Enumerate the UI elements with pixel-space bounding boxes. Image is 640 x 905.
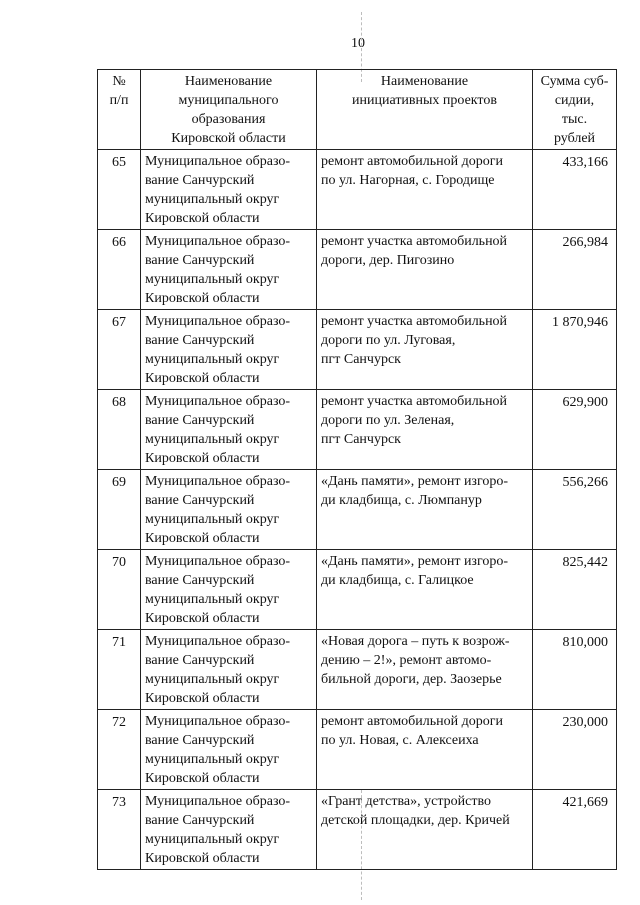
table-row — [98, 230, 617, 310]
amount-cell: 629,900 — [533, 390, 617, 470]
row-number: 65 — [98, 150, 141, 230]
amount-cell: 556,266 — [533, 470, 617, 550]
table-row — [98, 630, 617, 710]
project-cell: ремонт автомобильной дороги по ул. Новая, с. Алексеиха — [317, 710, 533, 790]
row-number: 68 — [98, 390, 141, 470]
project-cell: ремонт участка автомобильной дороги, дер. Пигозино — [317, 230, 533, 310]
row-number: 70 — [98, 550, 141, 630]
project-cell: ремонт участка автомобильной дороги по ул. Луговая, пгт Санчурск — [317, 310, 533, 390]
row-number: 72 — [98, 710, 141, 790]
amount-cell: 810,000 — [533, 630, 617, 710]
municipality-cell: Муниципальное образо- вание Санчурский муниципальный округ Кировской области — [141, 470, 317, 550]
municipality-cell: Муниципальное образо- вание Санчурский муниципальный округ Кировской области — [141, 390, 317, 470]
municipality-cell: Муниципальное образо- вание Санчурский муниципальный округ Кировской области — [141, 710, 317, 790]
amount-cell: 825,442 — [533, 550, 617, 630]
table-row — [98, 310, 617, 390]
amount-cell: 421,669 — [533, 790, 617, 870]
project-cell: «Новая дорога – путь к возрож- дению – 2!», ремонт автомо- бильной дороги, дер. Заозерье — [317, 630, 533, 710]
table-row — [98, 470, 617, 550]
municipality-cell: Муниципальное образо- вание Санчурский муниципальный округ Кировской области — [141, 790, 317, 870]
row-number: 71 — [98, 630, 141, 710]
header-project: Наименование инициативных проектов — [317, 70, 533, 150]
subsidy-table — [97, 69, 617, 870]
amount-cell: 230,000 — [533, 710, 617, 790]
page-number: 10 — [351, 36, 365, 51]
row-number: 66 — [98, 230, 141, 310]
header-num: № п/п — [98, 70, 141, 150]
project-cell: ремонт участка автомобильной дороги по ул. Зеленая, пгт Санчурск — [317, 390, 533, 470]
project-cell: «Дань памяти», ремонт изгоро- ди кладбища, с. Люмпанур — [317, 470, 533, 550]
amount-cell: 266,984 — [533, 230, 617, 310]
table-row — [98, 150, 617, 230]
table-row — [98, 710, 617, 790]
amount-cell: 1 870,946 — [533, 310, 617, 390]
table-row — [98, 550, 617, 630]
project-cell: ремонт автомобильной дороги по ул. Нагорная, с. Городище — [317, 150, 533, 230]
row-number: 67 — [98, 310, 141, 390]
row-number: 69 — [98, 470, 141, 550]
municipality-cell: Муниципальное образо- вание Санчурский муниципальный округ Кировской области — [141, 150, 317, 230]
row-number: 73 — [98, 790, 141, 870]
table-header-row — [98, 70, 617, 150]
header-amount: Сумма суб- сидии, тыс. рублей — [533, 70, 617, 150]
municipality-cell: Муниципальное образо- вание Санчурский муниципальный округ Кировской области — [141, 310, 317, 390]
table-row — [98, 390, 617, 470]
municipality-cell: Муниципальное образо- вание Санчурский муниципальный округ Кировской области — [141, 550, 317, 630]
amount-cell: 433,166 — [533, 150, 617, 230]
table-row — [98, 790, 617, 870]
project-cell: «Дань памяти», ремонт изгоро- ди кладбища, с. Галицкое — [317, 550, 533, 630]
municipality-cell: Муниципальное образо- вание Санчурский муниципальный округ Кировской области — [141, 230, 317, 310]
municipality-cell: Муниципальное образо- вание Санчурский муниципальный округ Кировской области — [141, 630, 317, 710]
project-cell: «Грант детства», устройство детской площадки, дер. Кричей — [317, 790, 533, 870]
header-municipality: Наименование муниципального образования Кировской области — [141, 70, 317, 150]
